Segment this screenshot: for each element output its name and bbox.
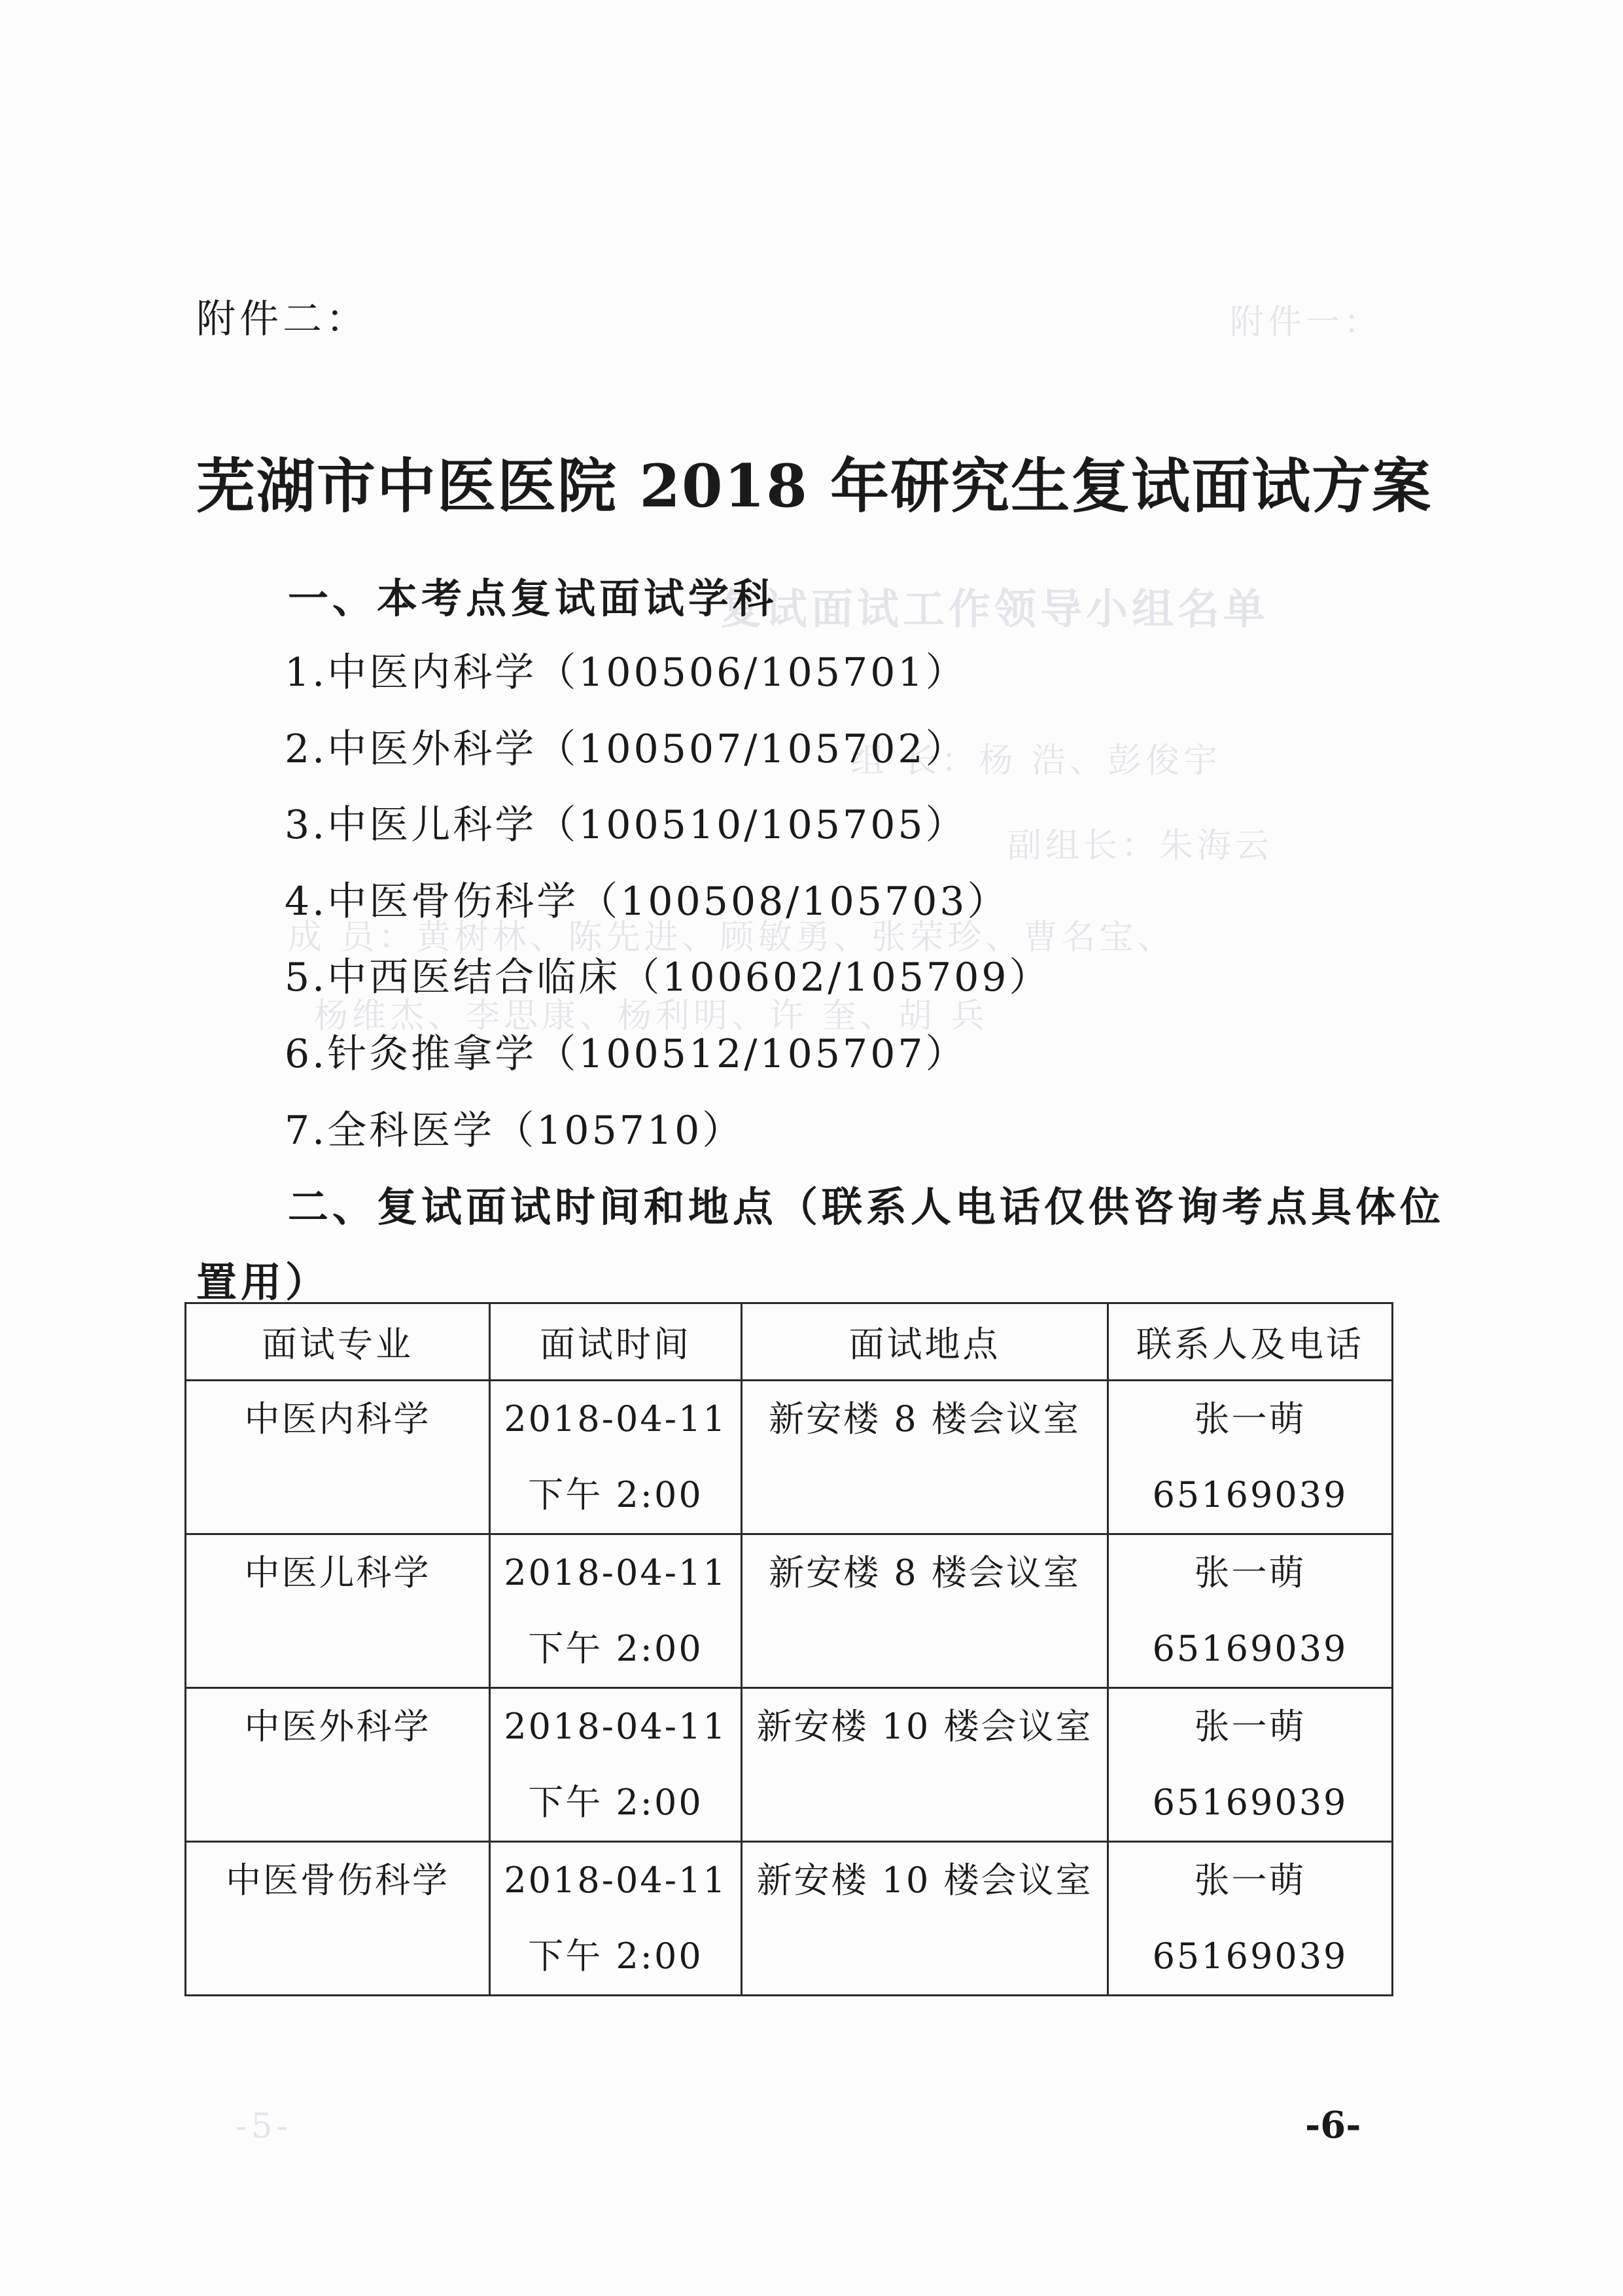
cell-time xyxy=(490,1534,742,1688)
contact-name: 张一萌 xyxy=(1194,1706,1306,1747)
cell-location xyxy=(742,1842,1108,1996)
time-text: 下午 2:00 xyxy=(528,1628,703,1669)
contact-phone: 65169039 xyxy=(1152,1628,1348,1669)
header-contact: 联系人及电话 xyxy=(1108,1303,1393,1381)
bleed-leader: 组 长：杨 浩、彭俊宇 xyxy=(850,741,1222,781)
subject-item: 5.中西医结合临床（100602/105709） xyxy=(285,955,1051,1000)
date-text: 2018-04-11 xyxy=(504,1706,727,1747)
table-row xyxy=(186,1381,1393,1534)
major-text: 中医儿科学 xyxy=(244,1552,431,1593)
cell-location xyxy=(742,1534,1108,1688)
table-row xyxy=(186,1534,1393,1688)
contact-phone: 65169039 xyxy=(1152,1935,1348,1977)
major-text: 中医外科学 xyxy=(244,1706,431,1747)
location-text: 新安楼 8 楼会议室 xyxy=(769,1398,1081,1439)
contact-name: 张一萌 xyxy=(1194,1552,1306,1593)
subject-item: 6.针灸推拿学（100512/105707） xyxy=(285,1031,968,1077)
cell-time xyxy=(490,1688,742,1842)
cell-contact xyxy=(1108,1534,1393,1688)
cell-contact xyxy=(1108,1842,1393,1996)
cell-contact xyxy=(1108,1381,1393,1534)
page-title: 芜湖市中医医院 2018 年研究生复试面试方案 xyxy=(196,451,1433,521)
table-row xyxy=(186,1842,1393,1996)
location-text: 新安楼 10 楼会议室 xyxy=(756,1706,1093,1747)
time-text: 下午 2:00 xyxy=(528,1935,703,1977)
bleed-members-1: 成 员：黄树林、陈先进、顾敏勇、张荣珍、曹名宝、 xyxy=(288,918,1176,957)
cell-location xyxy=(742,1381,1108,1534)
header-time: 面试时间 xyxy=(490,1303,742,1381)
cell-major xyxy=(186,1534,490,1688)
interview-schedule-table xyxy=(184,1302,1393,1996)
subject-item: 1.中医内科学（100506/105701） xyxy=(285,650,968,696)
subject-item: 7.全科医学（105710） xyxy=(285,1108,744,1154)
time-text: 下午 2:00 xyxy=(528,1474,703,1515)
cell-time xyxy=(490,1381,742,1534)
major-text: 中医内科学 xyxy=(244,1398,431,1439)
location-text: 新安楼 8 楼会议室 xyxy=(769,1552,1081,1593)
time-text: 下午 2:00 xyxy=(528,1782,703,1823)
cell-major xyxy=(186,1381,490,1534)
bleed-vice-leader: 副组长：朱海云 xyxy=(1007,826,1274,866)
date-text: 2018-04-11 xyxy=(504,1860,727,1901)
cell-contact xyxy=(1108,1688,1393,1842)
contact-phone: 65169039 xyxy=(1152,1474,1348,1515)
cell-major xyxy=(186,1842,490,1996)
contact-name: 张一萌 xyxy=(1194,1398,1306,1439)
subject-item: 3.中医儿科学（100510/105705） xyxy=(285,802,968,848)
section-2-heading-line2: 置用） xyxy=(196,1258,330,1306)
bleed-members-2: 杨维杰、李思康、杨利明、许 奎、胡 兵 xyxy=(314,997,989,1036)
bleed-page: -5- xyxy=(236,2107,292,2146)
date-text: 2018-04-11 xyxy=(504,1552,727,1593)
subject-item: 2.中医外科学（100507/105702） xyxy=(285,726,968,772)
attachment-label: 附件二： xyxy=(196,296,369,342)
location-text: 新安楼 10 楼会议室 xyxy=(756,1860,1093,1901)
contact-phone: 65169039 xyxy=(1152,1782,1348,1823)
table-row xyxy=(186,1688,1393,1842)
section-2-heading-line1: 二、复试面试时间和地点（联系人电话仅供咨询考点具体位 xyxy=(288,1183,1445,1231)
subject-item: 4.中医骨伤科学（100508/105703） xyxy=(285,879,1009,925)
contact-name: 张一萌 xyxy=(1194,1860,1306,1901)
header-major: 面试专业 xyxy=(186,1303,490,1381)
cell-location xyxy=(742,1688,1108,1842)
page-number: -6- xyxy=(1305,2104,1361,2147)
cell-time xyxy=(490,1842,742,1996)
bleed-subtitle: 复试面试工作领导小组名单 xyxy=(720,585,1269,634)
header-location: 面试地点 xyxy=(742,1303,1108,1381)
section-1-heading: 一、本考点复试面试学科 xyxy=(288,574,778,622)
major-text: 中医骨伤科学 xyxy=(226,1860,449,1901)
bleed-attachment: 附件一： xyxy=(1230,303,1382,342)
date-text: 2018-04-11 xyxy=(504,1398,727,1439)
cell-major xyxy=(186,1688,490,1842)
table-header-row xyxy=(186,1303,1393,1381)
